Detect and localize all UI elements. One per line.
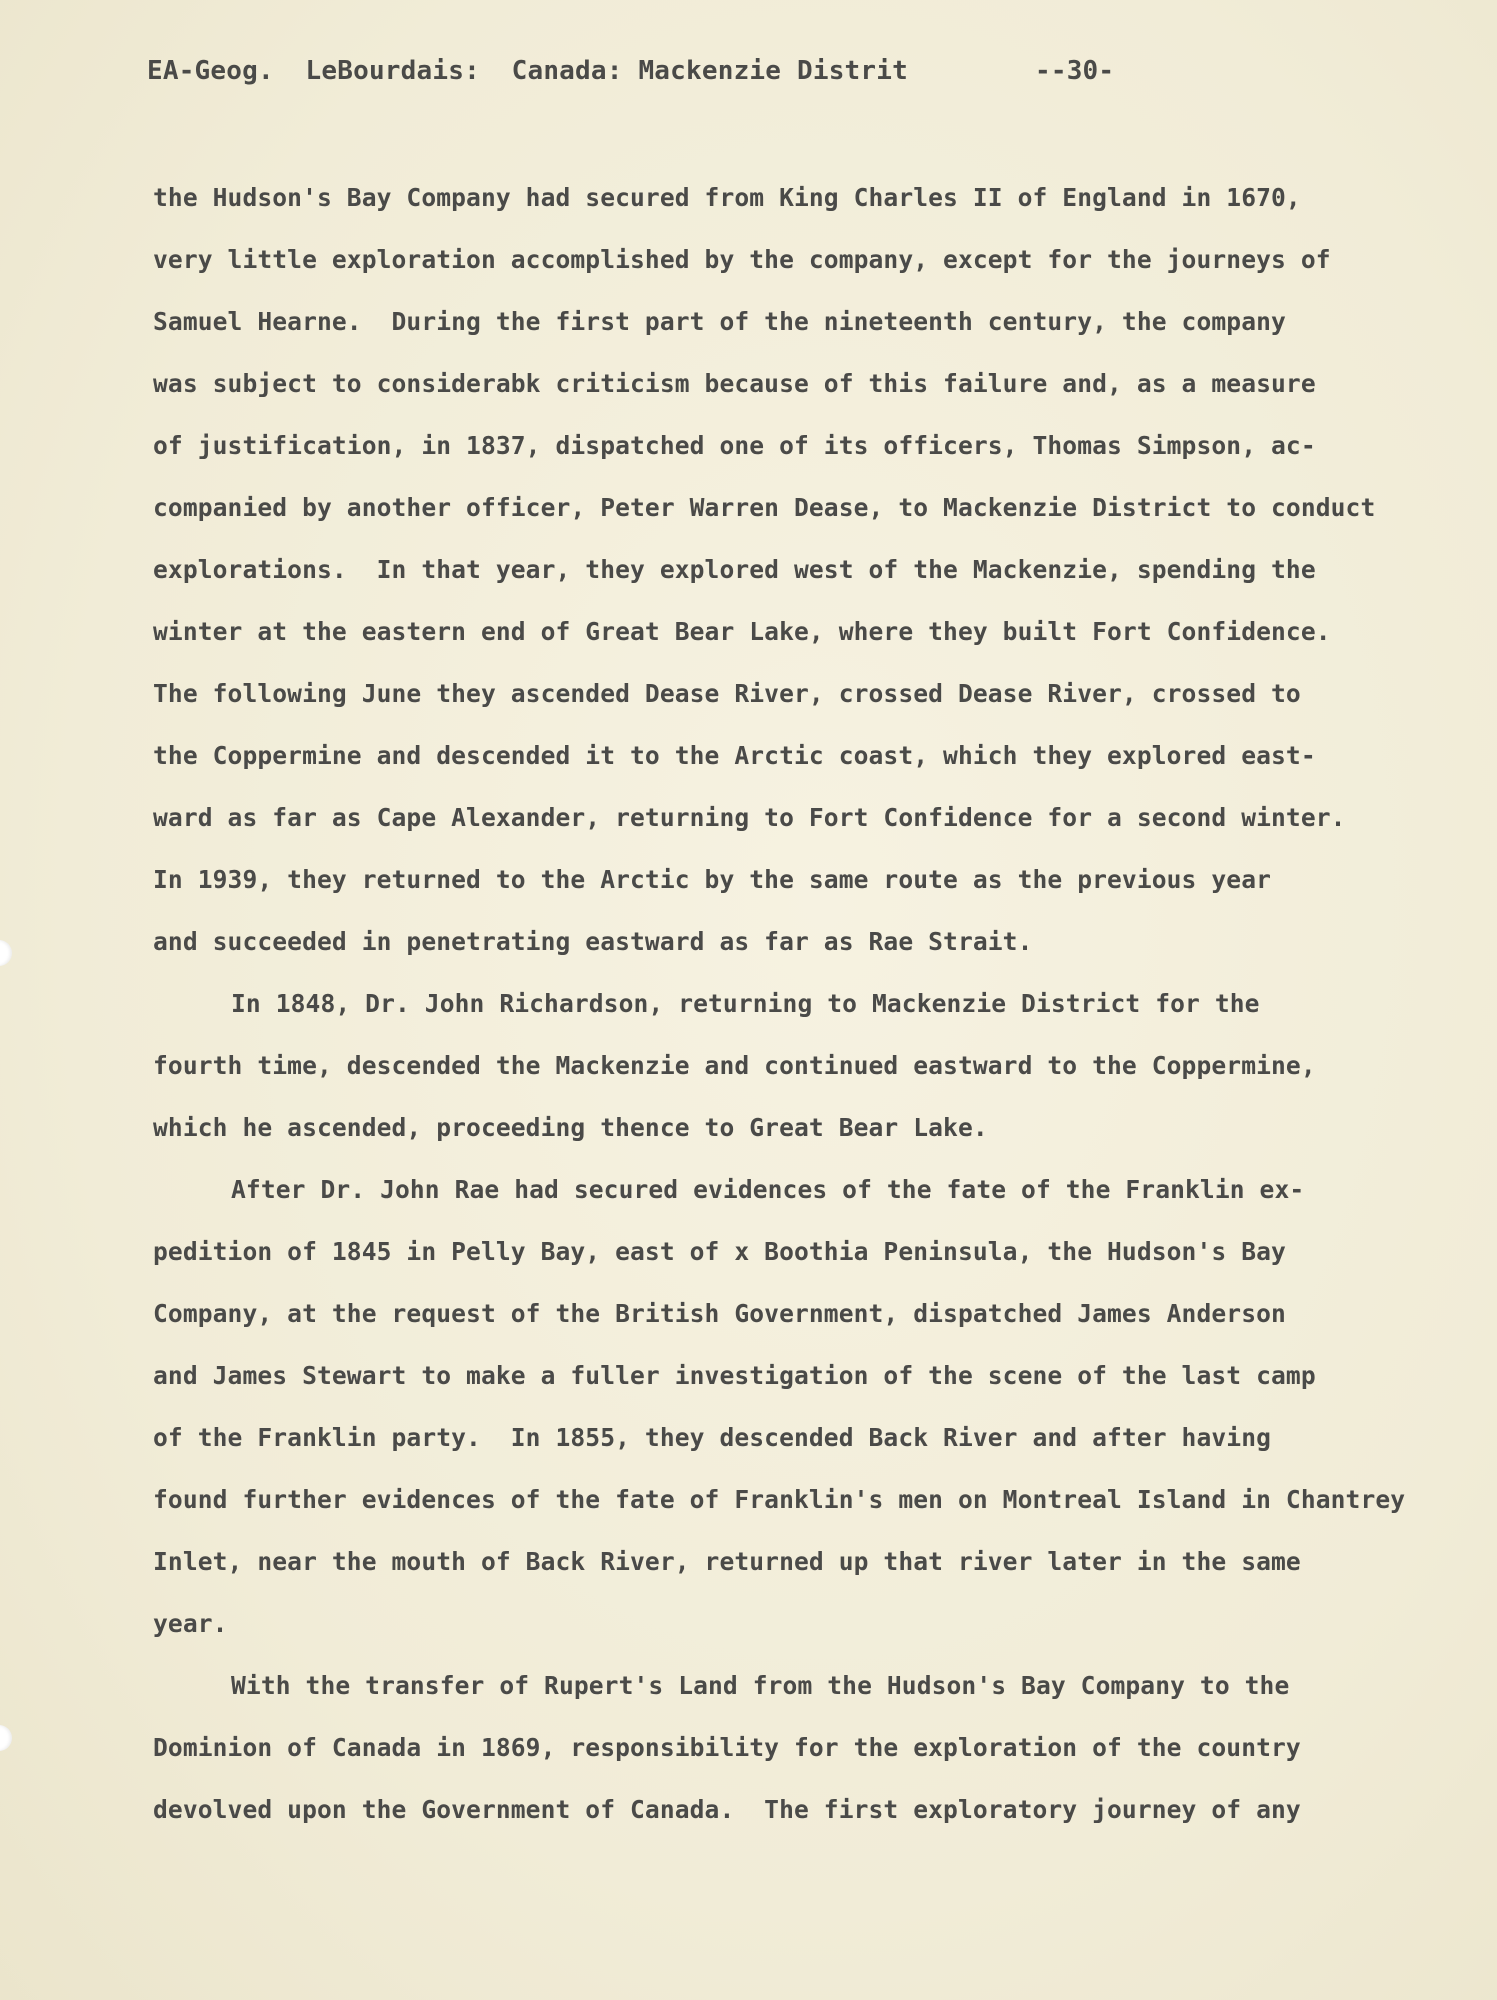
text-line: Samuel Hearne. During the first part of the nineteenth century, the company (153, 307, 1286, 336)
paragraph-start-line: After Dr. John Rae had secured evidences of the fate of the Franklin ex- (231, 1175, 1305, 1204)
text-line: the Hudson's Bay Company had secured from King Charles II of England in 1670, (153, 183, 1301, 212)
text-line: the Coppermine and descended it to the Arctic coast, which they explored east- (153, 741, 1316, 770)
text-line: winter at the eastern end of Great Bear Lake, where they built Fort Confidence. (153, 617, 1331, 646)
text-line: was subject to considerabk criticism because of this failure and, as a measure (153, 369, 1316, 398)
text-line: fourth time, descended the Mackenzie and continued eastward to the Coppermine, (153, 1051, 1316, 1080)
text-line: of the Franklin party. In 1855, they descended Back River and after having (153, 1423, 1272, 1452)
page-number: --30- (1035, 56, 1115, 86)
header-reference: EA-Geog. LeBourdais: Canada: Mackenzie Distrit (147, 56, 908, 86)
text-line: and James Stewart to make a fuller investigation of the scene of the last camp (153, 1361, 1316, 1390)
text-line: Inlet, near the mouth of Back River, returned up that river later in the same (153, 1547, 1301, 1576)
text-line: found further evidences of the fate of Franklin's men on Montreal Island in Chantrey (153, 1485, 1406, 1514)
text-line: In 1939, they returned to the Arctic by the same route as the previous year (153, 865, 1272, 894)
punch-hole (0, 940, 12, 966)
paragraph-start-line: With the transfer of Rupert's Land from the Hudson's Bay Company to the (231, 1671, 1290, 1700)
text-line: The following June they ascended Dease River, crossed Dease River, crossed to (153, 679, 1301, 708)
text-line: of justification, in 1837, dispatched one of its officers, Thomas Simpson, ac- (153, 431, 1316, 460)
text-line: and succeeded in penetrating eastward as far as Rae Strait. (153, 927, 1033, 956)
text-line: devolved upon the Government of Canada. The first exploratory journey of any (153, 1795, 1301, 1824)
punch-hole (0, 1725, 12, 1751)
page-header (147, 56, 1147, 92)
text-line: explorations. In that year, they explored west of the Mackenzie, spending the (153, 555, 1316, 584)
body-text (153, 176, 1453, 1850)
text-line: ward as far as Cape Alexander, returning to Fort Confidence for a second winter. (153, 803, 1346, 832)
text-line: very little exploration accomplished by the company, except for the journeys of (153, 245, 1331, 274)
text-line: companied by another officer, Peter Warren Dease, to Mackenzie District to conduct (153, 493, 1376, 522)
text-line: which he ascended, proceeding thence to Great Bear Lake. (153, 1113, 988, 1142)
text-line: pedition of 1845 in Pelly Bay, east of x Boothia Peninsula, the Hudson's Bay (153, 1237, 1286, 1266)
paragraph-start-line: In 1848, Dr. John Richardson, returning to Mackenzie District for the (231, 989, 1260, 1018)
text-line: Company, at the request of the British Government, dispatched James Anderson (153, 1299, 1286, 1328)
text-line: year. (153, 1609, 228, 1638)
text-line: Dominion of Canada in 1869, responsibility for the exploration of the country (153, 1733, 1301, 1762)
